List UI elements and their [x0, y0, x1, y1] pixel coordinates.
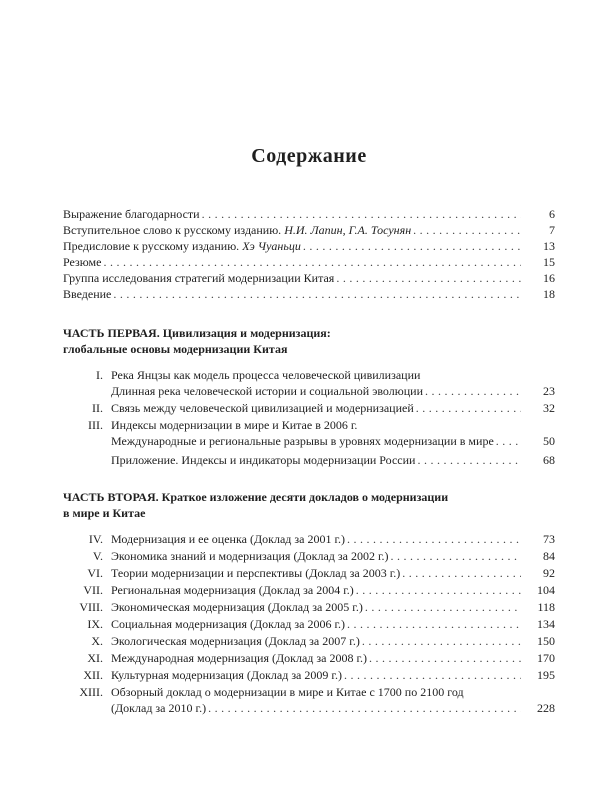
- toc-entry-label: Связь между человеческой цивилизацией и модернизацией: [111, 401, 414, 415]
- toc-entry-label: Культурная модернизация (Доклад за 2009 г.): [111, 668, 342, 682]
- page-number: 104: [537, 583, 555, 597]
- dot-leader: [347, 531, 521, 547]
- toc-entry-body: [111, 582, 555, 598]
- page-number: 170: [537, 651, 555, 665]
- roman-numeral: VIII.: [79, 600, 103, 614]
- toc-entry-lastline: [111, 599, 555, 615]
- roman-numeral: XII.: [83, 668, 103, 682]
- page-number: 195: [537, 668, 555, 682]
- toc-entry-body: [111, 599, 555, 615]
- toc-part: [63, 325, 555, 468]
- toc-entry-body: [111, 684, 555, 716]
- toc-entry: [63, 684, 555, 716]
- roman-numeral: IX.: [87, 617, 103, 631]
- dot-leader: [391, 548, 521, 564]
- page-number: 15: [543, 255, 555, 269]
- toc-entry-body: [111, 417, 555, 449]
- toc-entry-label: Экономическая модернизация (Доклад за 2005 г.): [111, 600, 363, 614]
- toc-entry: [63, 270, 555, 286]
- dot-leader: [402, 565, 521, 581]
- page-number: 134: [537, 617, 555, 631]
- toc-entry: [63, 599, 555, 615]
- page-number: 150: [537, 634, 555, 648]
- toc-entry: [63, 633, 555, 649]
- toc-entry-label: Приложение. Индексы и индикаторы модернизации России: [111, 453, 416, 467]
- toc-entry-lastline: [111, 383, 555, 399]
- toc-entry-line: Обзорный доклад о модернизации в мире и Китае с 1700 по 2100 год: [111, 685, 464, 699]
- dot-leader: [344, 667, 521, 683]
- toc-entry-lastline: [111, 616, 555, 632]
- frontmatter-list: [63, 206, 555, 302]
- dot-leader: [417, 452, 521, 468]
- part-heading-line: ЧАСТЬ ВТОРАЯ. Краткое изложение десяти докладов о модернизации: [63, 490, 449, 504]
- part-items: [63, 367, 555, 468]
- page-number: 23: [543, 384, 555, 398]
- toc-entry-body: [111, 616, 555, 632]
- toc-entry-body: [111, 650, 555, 666]
- toc-entry-lastline: [111, 400, 555, 416]
- toc-entry-body: [111, 667, 555, 683]
- dot-leader: [416, 400, 521, 416]
- toc-entry-text: Вступительное слово к русскому изданию.: [63, 223, 282, 237]
- dot-leader: [113, 286, 521, 302]
- toc-entry-text: Введение: [63, 287, 112, 301]
- toc-entry-label: Международные и региональные разрывы в уровнях модернизации в мире: [111, 434, 494, 448]
- toc-entry-body: [111, 367, 555, 399]
- page-number: 6: [549, 207, 555, 221]
- dot-leader: [362, 633, 521, 649]
- roman-numeral: XIII.: [79, 685, 103, 699]
- toc-entry: [63, 254, 555, 270]
- toc-entry-body: [111, 548, 555, 564]
- page-number: 18: [543, 287, 555, 301]
- toc-entry-label: Международная модернизация (Доклад за 2008 г.): [111, 651, 368, 665]
- toc-entry-lastline: [111, 548, 555, 564]
- toc-entry-body: [111, 633, 555, 649]
- toc-entry-label: (Доклад за 2010 г.): [111, 701, 207, 715]
- toc-entry-label: Модернизация и ее оценка (Доклад за 2001 г.): [111, 532, 346, 546]
- page-number: 118: [537, 600, 555, 614]
- toc-entry: [63, 286, 555, 302]
- toc-part: [63, 489, 555, 716]
- dot-leader: [356, 582, 521, 598]
- toc-entry-body: [111, 400, 555, 416]
- toc-entry: [63, 206, 555, 222]
- toc-entry-label: Теории модернизации и перспективы (Доклад за 2003 г.): [111, 566, 401, 580]
- dot-leader: [103, 254, 521, 270]
- toc-entry-label: Региональная модернизация (Доклад за 2004 г.): [111, 583, 354, 597]
- part-heading: [63, 489, 555, 521]
- parts-container: [63, 325, 555, 716]
- roman-numeral: VI.: [87, 566, 103, 580]
- roman-numeral: X.: [91, 634, 103, 648]
- toc-entry-line: Индексы модернизации в мире и Китае в 2006 г.: [111, 418, 358, 432]
- page-number: 16: [543, 271, 555, 285]
- toc-entry-label: Длинная река человеческой истории и социальной эволюции: [111, 384, 423, 398]
- dot-leader: [336, 270, 521, 286]
- roman-numeral: III.: [88, 418, 103, 432]
- toc-entry: [63, 667, 555, 683]
- toc-entry-label: Экономика знаний и модернизация (Доклад за 2002 г.): [111, 549, 389, 563]
- page-title: Содержание: [251, 145, 367, 167]
- toc-entry-label: Социальная модернизация (Доклад за 2006 г.): [111, 617, 346, 631]
- toc-entry-lastline: [111, 582, 555, 598]
- roman-numeral: II.: [92, 401, 103, 415]
- part-heading: [63, 325, 555, 357]
- toc-entry-lastline: [111, 531, 555, 547]
- toc-entry: [63, 400, 555, 416]
- toc-entry-author: Н.И. Лапин, Г.А. Тосунян: [284, 223, 412, 237]
- toc-entry-body: [111, 531, 555, 547]
- toc-entry-label: [63, 222, 411, 238]
- page-number: 92: [543, 566, 555, 580]
- toc-entry-text: Выражение благодарности: [63, 207, 200, 221]
- part-heading-line: ЧАСТЬ ПЕРВАЯ. Цивилизация и модернизация:: [63, 326, 331, 340]
- toc-entry-lastline: [111, 633, 555, 649]
- toc-entry-label: [63, 238, 301, 254]
- toc-entry: [63, 650, 555, 666]
- dot-leader: [202, 206, 521, 222]
- table-of-contents: [63, 206, 555, 716]
- toc-entry: [63, 367, 555, 399]
- part-heading-line: в мире и Китае: [63, 506, 146, 520]
- page-number: 68: [543, 453, 555, 467]
- dot-leader: [369, 650, 521, 666]
- toc-entry-lastline: [111, 650, 555, 666]
- part-heading-line: глобальные основы модернизации Китая: [63, 342, 288, 356]
- toc-entry: [63, 238, 555, 254]
- page-number: 13: [543, 239, 555, 253]
- toc-entry-body: [111, 565, 555, 581]
- roman-numeral: XI.: [87, 651, 103, 665]
- page-number: 7: [549, 223, 555, 237]
- roman-numeral: V.: [92, 549, 103, 563]
- toc-entry-line: Река Янцзы как модель процесса человеческой цивилизации: [111, 368, 421, 382]
- toc-entry-text: Группа исследования стратегий модернизации Китая: [63, 271, 335, 285]
- roman-numeral: I.: [96, 368, 103, 382]
- toc-entry-label: [63, 286, 111, 302]
- toc-entry-label: [63, 254, 101, 270]
- roman-numeral: IV.: [88, 532, 103, 546]
- dot-leader: [208, 700, 521, 716]
- dot-leader: [496, 433, 521, 449]
- part-items: [63, 531, 555, 716]
- dot-leader: [425, 383, 521, 399]
- toc-entry-lastline: [111, 667, 555, 683]
- toc-entry: [63, 582, 555, 598]
- toc-entry-label: Экологическая модернизация (Доклад за 2007 г.): [111, 634, 360, 648]
- dot-leader: [365, 599, 521, 615]
- toc-entry-label: [63, 206, 200, 222]
- toc-entry-lastline: [111, 433, 555, 449]
- toc-entry: [63, 222, 555, 238]
- toc-entry: [63, 548, 555, 564]
- toc-entry-author: Хэ Чуаньци: [242, 239, 301, 253]
- toc-entry: [63, 531, 555, 547]
- toc-entry-text: Резюме: [63, 255, 102, 269]
- page-number: 228: [537, 701, 555, 715]
- page-number: 73: [543, 532, 555, 546]
- dot-leader: [303, 238, 521, 254]
- dot-leader: [347, 616, 521, 632]
- toc-entry: [63, 565, 555, 581]
- toc-entry: [63, 417, 555, 449]
- toc-entry-lastline: [111, 452, 555, 468]
- page-number: 50: [543, 434, 555, 448]
- toc-entry: [63, 616, 555, 632]
- toc-entry-lastline: [111, 700, 555, 716]
- page-number: 32: [543, 401, 555, 415]
- roman-numeral: VII.: [83, 583, 103, 597]
- dot-leader: [413, 222, 521, 238]
- toc-entry: [63, 452, 555, 468]
- toc-entry-label: [63, 270, 334, 286]
- page-number: 84: [543, 549, 555, 563]
- toc-entry-lastline: [111, 565, 555, 581]
- toc-entry-text: Предисловие к русскому изданию.: [63, 239, 240, 253]
- toc-entry-body: [111, 452, 555, 468]
